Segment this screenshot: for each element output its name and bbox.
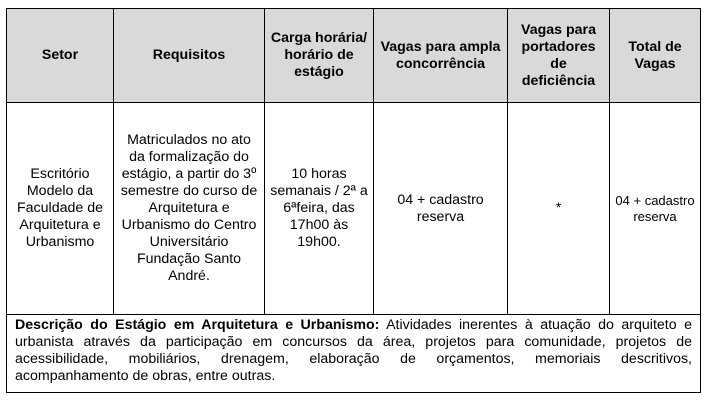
header-vagas-deficiencia: Vagas para portadores de deficiência	[508, 9, 610, 103]
table-row	[7, 103, 701, 315]
cell-carga-horaria: 10 horas semanais / 2ª a 6ªfeira, das 17h00 às 19h00.	[265, 103, 374, 315]
cell-total-vagas: 04 + cadastro reserva	[610, 103, 701, 315]
header-row	[7, 9, 701, 103]
description-label: Descrição do Estágio em Arquitetura e Urbanismo:	[15, 317, 380, 333]
description-row	[7, 315, 701, 393]
header-carga-horaria: Carga horária/ horário de estágio	[265, 9, 374, 103]
vacancy-table	[6, 8, 701, 393]
cell-vagas-deficiencia: *	[508, 103, 610, 315]
header-vagas-ampla: Vagas para ampla concorrência	[374, 9, 508, 103]
description-cell	[7, 315, 701, 393]
cell-setor: Escritório Modelo da Faculdade de Arquitetura e Urbanismo	[7, 103, 114, 315]
cell-requisitos: Matriculados no ato da formalização do estágio, a partir do 3º semestre do curso de Arquitetura e Urbanismo do Centro Universitário Fundação Santo André.	[114, 103, 265, 315]
description-text: Atividades inerentes à atuação do arquiteto e urbanista através da participação em concursos da área, projetos para comunidade, projetos de acessibilidade, mobiliários, drenagem, elaboração de orçamentos, memoriais descritivos, acompanhamento de obras, entre outras.	[15, 317, 692, 384]
header-setor: Setor	[7, 9, 114, 103]
header-total-vagas: Total de Vagas	[610, 9, 701, 103]
header-requisitos: Requisitos	[114, 9, 265, 103]
cell-vagas-ampla: 04 + cadastro reserva	[374, 103, 508, 315]
